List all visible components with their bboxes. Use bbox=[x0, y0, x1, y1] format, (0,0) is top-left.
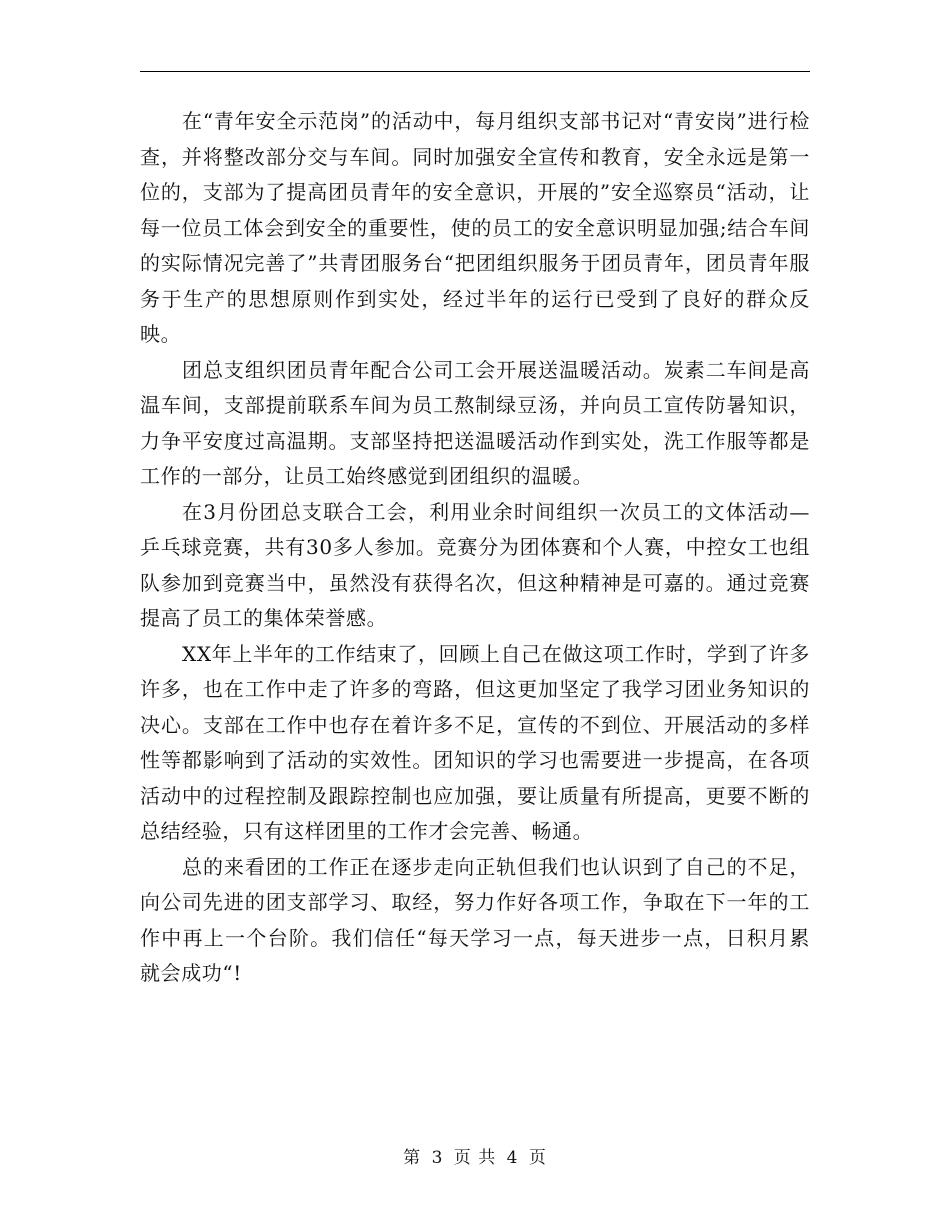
paragraph-table-tennis: 在3月份团总支联合工会，利用业余时间组织一次员工的文体活动—乒乓球竞赛，共有30多人参加。竞赛分为团体赛和个人赛，中控女工也组队参加到竞赛当中，虽然没有获得名次，但这种精神是可嘉的。通过竞赛提高了员工的集体荣誉感。 bbox=[140, 499, 810, 630]
footer-suffix: 页 bbox=[528, 1148, 547, 1168]
page-footer bbox=[0, 1143, 950, 1168]
header-rule bbox=[140, 71, 810, 72]
paragraph-summary: 总的来看团的工作正在逐步走向正轨但我们也认识到了自己的不足，向公司先进的团支部学习、取经，努力作好各项工作，争取在下一年的工作中再上一个台阶。我们信任“每天学习一点，每天进步一点，日积月累就会成功“! bbox=[140, 854, 810, 985]
footer-prefix: 第 bbox=[403, 1148, 422, 1168]
paragraph-review: XX年上半年的工作结束了，回顾上自己在做这项工作时，学到了许多许多，也在工作中走了许多的弯路，但这更加坚定了我学习团业务知识的决心。支部在工作中也存在着许多不足，宣传的不到位、开展活动的多样性等都影响到了活动的实效性。团知识的学习也需要进一步提高，在各项活动中的过程控制及跟踪控制也应加强，要让质量有所提高，更要不断的总结经验，只有这样团里的工作才会完善、畅通。 bbox=[140, 641, 810, 843]
footer-middle: 页 共 bbox=[453, 1148, 497, 1168]
paragraph-safety: 在“青年安全示范岗”的活动中，每月组织支部书记对“青安岗”进行检查，并将整改部分交与车间。同时加强安全宣传和教育，安全永远是第一位的，支部为了提高团员青年的安全意识，开展的”安全巡察员“活动，让每一位员工体会到安全的重要性，使的员工的安全意识明显加强;结合车间的实际情况完善了”共青团服务台“把团组织服务于团员青年，团员青年服务于生产的思想原则作到实处，经过半年的运行已受到了良好的群众反映。 bbox=[140, 109, 810, 346]
footer-page-number: 3 bbox=[431, 1148, 444, 1168]
footer-total-pages: 4 bbox=[506, 1148, 519, 1168]
paragraph-warmth: 团总支组织团员青年配合公司工会开展送温暖活动。炭素二车间是高温车间，支部提前联系车间为员工熬制绿豆汤，并向员工宣传防暑知识，力争平安度过高温期。支部坚持把送温暖活动作到实处，洗工作服等都是工作的一部分，让员工始终感觉到团组织的温暖。 bbox=[140, 357, 810, 488]
body-text bbox=[140, 104, 810, 992]
